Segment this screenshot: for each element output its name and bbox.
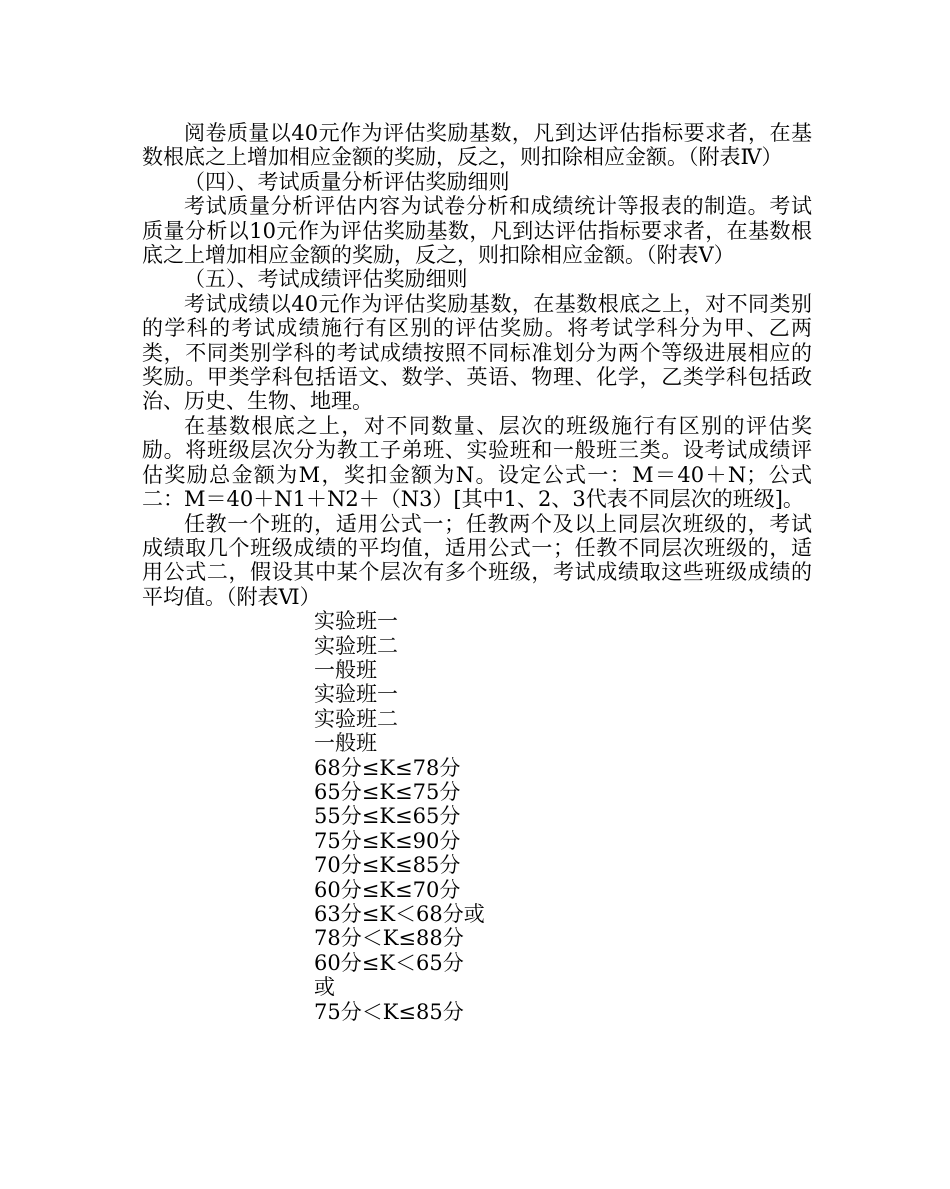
table-cell: 一般班 [314,731,377,756]
table-cell: 一般班 [314,657,377,682]
table-cell: 68分≤K≤78分 [314,755,461,780]
table-cell: 60分≤K＜65分 [314,950,464,975]
para-marking-quality: 阅卷质量以40元作为评估奖励基数，凡到达评估指标要求者，在基数根底之上增加相应金额的奖励，反之，则扣除相应金额。（附表Ⅳ） [142,121,812,170]
document-page [142,121,812,1024]
table-cell: 63分≤K＜68分或 [314,902,485,926]
para-exam-score: 考试成绩以40元作为评估奖励基数，在基数根底之上，对不同类别的学科的考试成绩施行有区别的评估奖励。将考试学科分为甲、乙两类，不同类别学科的考试成绩按照不同标准划分为两个等级进展相应的奖励。甲类学科包括语文、数学、英语、物理、化学，乙类学科包括政治、历史、生物、地理。 [142,291,812,414]
table-cell: 70分≤K≤85分 [314,853,461,878]
table-cell: 78分＜K≤88分 [314,926,464,951]
table-cell: 实验班一 [314,682,398,707]
table-cell: 75分≤K≤90分 [314,828,461,853]
table-cell: 55分≤K≤65分 [314,804,461,829]
heading-section-5: （五）、考试成绩评估奖励细则 [184,267,468,292]
para-analysis-quality: 考试质量分析评估内容为试卷分析和成绩统计等报表的制造。考试质量分析以10元作为评估奖励基数，凡到达评估指标要求者，在基数根底之上增加相应金额的奖励，反之，则扣除相应金额。（附表Ⅴ） [142,194,812,268]
table-cell: 或 [314,975,335,1000]
table-cell: 实验班二 [314,706,398,731]
para-formula-usage: 任教一个班的，适用公式一；任教两个及以上同层次班级的，考试成绩取几个班级成绩的平均值，适用公式一；任教不同层次班级的，适用公式二，假设其中某个层次有多个班级，考试成绩取这些班级成绩的平均值。（附表Ⅵ） [142,511,812,609]
appendix-table-cells [142,609,812,1024]
heading-section-4: （四）、考试质量分析评估奖励细则 [184,169,510,194]
para-class-levels: 在基数根底之上，对不同数量、层次的班级施行有区别的评估奖励。将班级层次分为教工子弟班、实验班和一般班三类。设考试成绩评估奖励总金额为M，奖扣金额为N。设定公式一：M＝40＋N；公式二：M＝40＋N1＋N2＋（N3）[其中1、2、3代表不同层次的班级]。 [142,413,812,512]
table-cell: 75分＜K≤85分 [314,999,464,1024]
table-cell: 实验班二 [314,633,398,658]
table-cell: 65分≤K≤75分 [314,779,461,804]
table-cell: 实验班一 [314,609,398,634]
table-cell: 60分≤K≤70分 [314,877,461,902]
